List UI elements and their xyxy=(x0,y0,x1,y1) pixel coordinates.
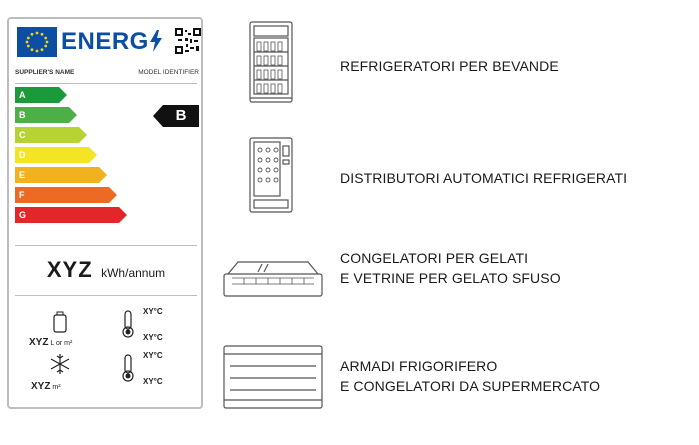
vending-machine-icon xyxy=(248,136,294,221)
rated-class-arrow xyxy=(153,105,199,127)
label-divider xyxy=(15,83,197,84)
model-identifier-label: MODEL IDENTIFIER xyxy=(138,69,199,76)
category-line-1: DISTRIBUTORI AUTOMATICI REFRIGERATI xyxy=(340,170,628,186)
energy-class-letter: A xyxy=(19,90,26,100)
thermometer-icon xyxy=(121,309,135,341)
temperature-max: XY°C xyxy=(143,351,163,360)
freezer-unit: m² xyxy=(52,384,61,391)
energy-class-bar-f xyxy=(15,187,109,203)
energy-consumption xyxy=(15,255,197,285)
energy-label xyxy=(7,17,203,409)
temperature-min: XY°C xyxy=(143,333,163,342)
energy-class-letter: B xyxy=(19,110,26,120)
beverage-cooler-icon xyxy=(246,20,296,111)
label-header xyxy=(17,27,197,57)
snowflake-icon xyxy=(49,353,71,377)
lightning-icon xyxy=(149,30,163,52)
volume-icon xyxy=(53,311,67,335)
volume-value: XYZ xyxy=(29,337,49,348)
energy-class-bar-e xyxy=(15,167,99,183)
category-label xyxy=(340,356,600,396)
temperature-min: XY°C xyxy=(143,377,163,386)
category-row-vending-machines xyxy=(220,126,690,216)
category-line-1: CONGELATORI PER GELATI xyxy=(340,250,529,266)
freezer-value: XYZ xyxy=(31,381,51,392)
category-label xyxy=(340,56,559,76)
energy-class-bar-g xyxy=(15,207,119,223)
energy-class-letter: F xyxy=(19,190,25,200)
energy-class-letter: C xyxy=(19,130,26,140)
label-divider xyxy=(15,295,197,296)
energy-consumption-value: XYZ xyxy=(46,257,93,282)
qr-code-icon xyxy=(175,28,201,54)
category-line-2: E CONGELATORI DA SUPERMERCATO xyxy=(340,378,601,394)
energy-class-scale xyxy=(15,87,125,227)
thermometer-icon xyxy=(121,353,135,385)
volume-unit: L or m² xyxy=(50,340,73,347)
energy-class-letter: E xyxy=(19,170,26,180)
category-line-1: ARMADI FRIGORIFERO xyxy=(340,358,498,374)
energy-wordmark: ENERG xyxy=(61,27,163,57)
energy-class-letter: D xyxy=(19,150,26,160)
energy-class-letter: G xyxy=(19,210,27,220)
label-divider xyxy=(15,245,197,246)
category-line-2: E VETRINE PER GELATO SFUSO xyxy=(340,270,561,286)
energy-class-bar-c xyxy=(15,127,79,143)
energy-consumption-unit: kWh/annum xyxy=(101,266,166,280)
supplier-row xyxy=(15,69,199,81)
volume-value-row xyxy=(29,337,72,348)
category-label xyxy=(340,168,627,188)
category-row-supermarket-cabinets xyxy=(220,342,690,414)
category-label xyxy=(340,248,561,288)
category-line-1: REFRIGERATORI PER BEVANDE xyxy=(340,58,559,74)
energy-class-bar-a xyxy=(15,87,59,103)
supermarket-cabinet-icon xyxy=(222,344,324,417)
energy-class-bar-d xyxy=(15,147,89,163)
ice-cream-freezer-icon xyxy=(222,256,324,305)
energy-class-bar-b xyxy=(15,107,69,123)
freezer-value-row xyxy=(31,381,61,392)
temperature-max: XY°C xyxy=(143,307,163,316)
category-row-beverage-coolers xyxy=(220,20,690,110)
supplier-name-label: SUPPLIER'S NAME xyxy=(15,69,75,76)
eu-flag-icon xyxy=(17,27,57,57)
category-row-ice-cream-freezers xyxy=(220,244,690,304)
rated-class-letter: B xyxy=(163,105,199,127)
